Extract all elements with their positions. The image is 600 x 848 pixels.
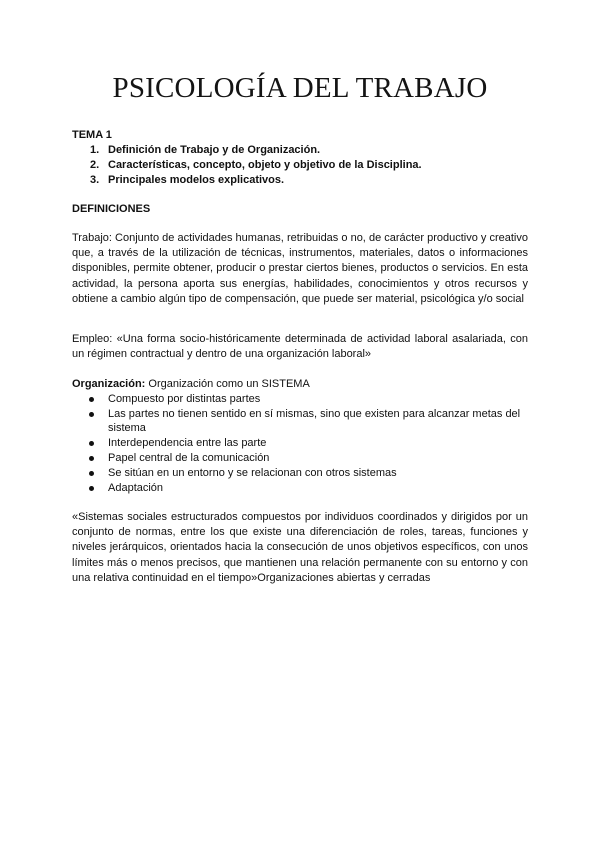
tema-item (72, 143, 528, 158)
list-item (72, 466, 528, 481)
list-item-text: Interdependencia entre las parte (108, 437, 267, 450)
bullet-icon (89, 397, 94, 402)
empleo-definition: Empleo: «Una forma socio-históricamente determinada de actividad laboral asalariada, con un régimen contractual y dentro de una organización laboral» (72, 333, 528, 361)
list-item (72, 436, 528, 451)
list-item-text: Se sitúan en un entorno y se relacionan con otros sistemas (108, 466, 397, 479)
list-item-text: Compuesto por distintas partes (108, 392, 261, 405)
tema-item-text: Características, concepto, objeto y objetivo de la Disciplina. (108, 159, 422, 171)
tema-item-number: 1. (90, 144, 100, 156)
list-item-text: Adaptación (108, 481, 164, 494)
bullet-icon (89, 486, 94, 491)
list-item (72, 392, 528, 407)
organizacion-label: Organización: (72, 378, 146, 390)
organizacion-bullet-list (72, 392, 528, 496)
list-item (72, 451, 528, 466)
tema-item (72, 158, 528, 173)
tema-item-number: 3. (90, 174, 100, 186)
bullet-icon (89, 456, 94, 461)
tema-item (72, 173, 528, 188)
list-item (72, 481, 528, 496)
organizacion-section (72, 377, 528, 495)
organizacion-text: Organización como un SISTEMA (145, 378, 310, 390)
tema-item-text: Principales modelos explicativos. (108, 174, 285, 186)
list-item (72, 407, 528, 437)
tema-list (72, 143, 528, 188)
organizacion-heading (72, 377, 528, 392)
bullet-icon (89, 471, 94, 476)
tema-section (72, 128, 528, 188)
list-item-text: Papel central de la comunicación (108, 451, 270, 464)
definiciones-heading: DEFINICIONES (72, 203, 151, 215)
page-title: PSICOLOGÍA DEL TRABAJO (112, 72, 488, 104)
organizacion-definition-quote: «Sistemas sociales estructurados compuestos por individuos coordinados y dirigidos por un conjunto de normas, entre los que existe una diferenciación de roles, tareas, funciones y niveles jerárquicos, orientados hacia la consecución de unos objetivos específicos, con unos límites más o menos precisos, que mantienen una relación permanente con su entorno y con una relativa continuidad en el tiempo»Organizaciones abiertas y cerradas (72, 511, 528, 584)
bullet-icon (89, 412, 94, 417)
bullet-icon (89, 441, 94, 446)
list-item-text: Las partes no tienen sentido en sí mismas, sino que existen para alcanzar metas del sistema (108, 407, 521, 435)
tema-heading: TEMA 1 (72, 129, 112, 141)
document-page (72, 0, 528, 848)
tema-item-text: Definición de Trabajo y de Organización. (108, 144, 321, 156)
trabajo-definition: Trabajo: Conjunto de actividades humanas, retribuidas o no, de carácter productivo y creativo que, a través de la utilización de técnicas, instrumentos, materiales, datos o informaciones disponibles, permite obtener, producir o prestar ciertos bienes, productos o servicios. En esta actividad, la persona aporta sus energías, habilidades, conocimientos y otros recursos y obtiene a cambio algún tipo de compensación, que puede ser material, psicológica y/o social (72, 232, 528, 305)
tema-item-number: 2. (90, 159, 100, 171)
